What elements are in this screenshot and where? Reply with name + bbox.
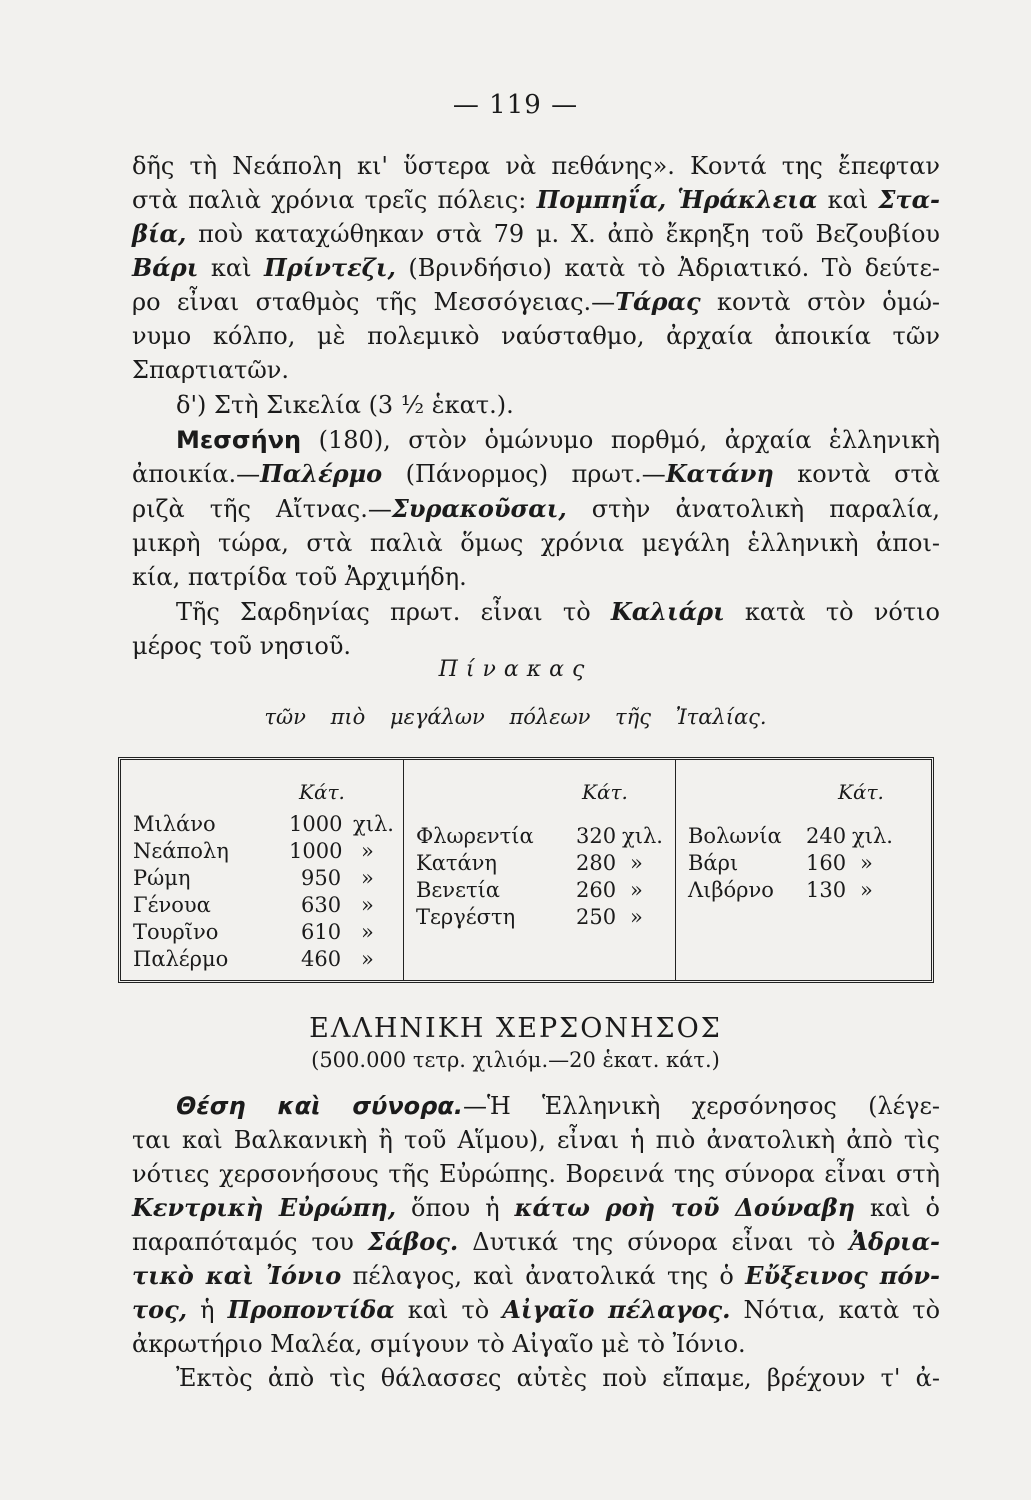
- text-line: τικὸ καὶ Ἰόνιο πέλαγος, καὶ ἀνατολικά της ὁ Εὔξεινος πόν-: [132, 1261, 940, 1290]
- text-line: ἀποικία.—Παλέρμο (Πάνορμος) πρωτ.—Κατάνη κοντὰ στὰ: [132, 459, 940, 488]
- unit-header: Κάτ.: [838, 780, 884, 804]
- text-line: Θέση καὶ σύνορα.—Ἡ Ἑλληνικὴ χερσόνησος (λέγε-: [176, 1092, 940, 1120]
- text-line: Μεσσήνη (180), στὸν ὁμώνυμο πορθμό, ἀρχαία ἑλληνικὴ: [176, 426, 940, 454]
- table-subtitle: τῶν πιὸ μεγάλων πόλεων τῆς Ἰταλίας.: [264, 705, 767, 729]
- text-line: ἀκρωτήριο Μαλέα, σμίγουν τὸ Αἰγαῖο μὲ τὸ Ἰόνιο.: [132, 1330, 746, 1358]
- text-line: Κεντρικὴ Εὐρώπη, ὅπου ἡ κάτω ροὴ τοῦ Δούναβη καὶ ὁ: [132, 1193, 941, 1222]
- subheading-sicily: δ') Στὴ Σικελία (3 ½ ἑκατ.).: [176, 391, 514, 419]
- text-line: ρο εἶναι σταθμὸς τῆς Μεσσόγειας.—Τάρας κοντὰ στὸν ὁμώ-: [132, 287, 940, 316]
- text-line: μικρὴ τώρα, στὰ παλιὰ ὅμως χρόνια μεγάλη ἑλληνικὴ ἀποι-: [132, 529, 940, 557]
- section-subtitle: (500.000 τετρ. χιλιόμ.—20 ἑκατ. κάτ.): [311, 1048, 720, 1072]
- table-title: Πίνακας: [438, 657, 593, 682]
- text-line: Σπαρτιατῶν.: [132, 356, 290, 384]
- text-line: μέρος τοῦ νησιοῦ.: [132, 632, 352, 660]
- unit-header: Κάτ.: [582, 780, 628, 804]
- text-line: κία, πατρίδα τοῦ Ἀρχιμήδη.: [132, 563, 467, 591]
- text-line: βία, ποὺ καταχώθηκαν στὰ 79 μ. Χ. ἀπὸ ἔκρηξη τοῦ Βεζουβίου: [132, 219, 940, 248]
- text-line: Τῆς Σαρδηνίας πρωτ. εἶναι τὸ Καλιάρι κατὰ τὸ νότιο: [176, 597, 940, 626]
- text-line: Ἐκτὸς ἀπὸ τὶς θάλασσες αὐτὲς ποὺ εἴπαμε, βρέχουν τ' ἀ-: [176, 1364, 940, 1392]
- cities-table: [118, 757, 934, 983]
- unit-header: Κάτ.: [299, 780, 345, 804]
- text-line: νότιες χερσονήσους τῆς Εὐρώπης. Βορεινά της σύνορα εἶναι στὴ: [132, 1160, 940, 1188]
- text-line: ριζὰ τῆς Αἴτνας.—Συρακοῦσαι, στὴν ἀνατολικὴ παραλία,: [132, 494, 941, 523]
- text-line: στὰ παλιὰ χρόνια τρεῖς πόλεις: Πομπηΐα, Ἡράκλεια καὶ Στα-: [132, 185, 940, 214]
- table-column: Κάτ. Φλωρεντία 320 χιλ. Κατάνη 280 » Βενετία 260 » Τεργέστη 250 »: [403, 760, 676, 980]
- page-number: — 119 —: [452, 90, 579, 120]
- text-line: Βάρι καὶ Πρίντεζι, (Βρινδήσιο) κατὰ τὸ Ἀδριατικό. Τὸ δεύτε-: [132, 253, 941, 282]
- text-line: νυμο κόλπο, μὲ πολεμικὸ ναύσταθμο, ἀρχαία ἀποικία τῶν: [132, 322, 940, 350]
- table-column: Κάτ. Βολωνία 240 χιλ. Βάρι 160 » Λιβόρνο 130 »: [675, 760, 932, 980]
- table-column: Κάτ. Μιλάνο 1000 χιλ. Νεάπολη 1000 » Ρώμη 950 » Γένουα 630 » Τουρῖνο 610 » Παλέρμο 460 »: [133, 780, 394, 971]
- text-line: παραπόταμός του Σάβος. Δυτικά της σύνορα εἶναι τὸ Ἀδρια-: [132, 1227, 940, 1256]
- text-line: δῆς τὴ Νεάπολη κι' ὕστερα νὰ πεθάνης». Κοντά της ἔπεφταν: [132, 152, 940, 180]
- text-line: τος, ἡ Προποντίδα καὶ τὸ Αἰγαῖο πέλαγος. Νότια, κατὰ τὸ: [132, 1295, 941, 1324]
- text-line: ται καὶ Βαλκανικὴ ἢ τοῦ Αἵμου), εἶναι ἡ πιὸ ἀνατολικὴ ἀπὸ τὶς: [132, 1126, 940, 1154]
- section-title: ΕΛΛΗΝΙΚΗ ΧΕΡΣΟΝΗΣΟΣ: [309, 1013, 722, 1044]
